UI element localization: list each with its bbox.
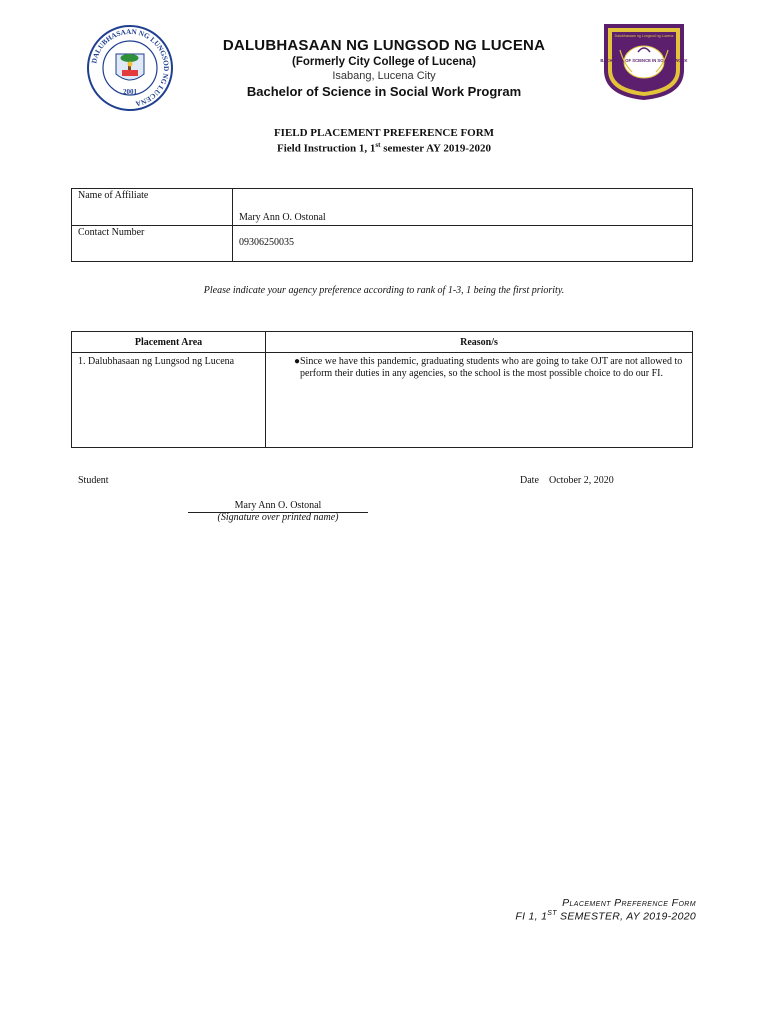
form-title: FIELD PLACEMENT PREFERENCE FORM: [273, 127, 495, 139]
seal-year: 2001: [123, 88, 137, 96]
college-address: Isabang, Lucena City: [332, 70, 436, 82]
affiliate-info-table: [71, 188, 693, 262]
program-name: Bachelor of Science in Social Work Program: [246, 84, 522, 99]
signature-name[interactable]: Mary Ann O. Ostonal: [234, 500, 322, 511]
signature-caption: (Signature over printed name): [217, 512, 339, 523]
instruction-text: Please indicate your agency preference according to rank of 1-3, 1 being the first priority.: [203, 285, 565, 296]
placement-area-header: Placement Area: [72, 332, 266, 353]
contact-value: 09306250035: [239, 237, 294, 248]
form-subtitle: Field Instruction 1, 1st semester AY 2019-2020: [277, 141, 491, 155]
footer-form-name: Placement Preference Form: [562, 897, 696, 909]
badge-center-text: BACHELOR OF SCIENCE IN SOCIAL WORK: [600, 58, 688, 63]
table-header-row: [72, 332, 693, 353]
reason-text: Since we have this pandemic, graduating students who are going to take OJT are not allowed to perform their duties in any agencies, so the school is the most possible choice to do our FI.: [300, 356, 683, 379]
placement-area-cell[interactable]: 1. Dalubhasaan ng Lungsod ng Lucena: [72, 353, 266, 448]
date-label: Date: [520, 475, 539, 486]
name-field[interactable]: [233, 189, 693, 226]
name-value: Mary Ann O. Ostonal: [239, 212, 326, 223]
table-row: [72, 226, 693, 262]
former-name: (Formerly City College of Lucena): [291, 56, 477, 68]
reason-header: Reason/s: [266, 332, 693, 353]
contact-label: Contact Number: [72, 226, 233, 262]
badge-top-text: Dalubhasaan ng Lungsod ng Lucena: [614, 34, 674, 38]
placement-table: [71, 331, 693, 448]
student-label: Student: [78, 475, 109, 486]
table-row: [72, 353, 693, 448]
name-label: Name of Affiliate: [72, 189, 233, 226]
contact-field[interactable]: [233, 226, 693, 262]
seal-ring-text: DALUBHASAAN NG LUNGSOD NG LUCENA: [90, 27, 171, 108]
college-name: DALUBHASAAN NG LUNGSOD NG LUCENA: [222, 37, 546, 54]
reason-cell[interactable]: [266, 353, 693, 448]
bullet-icon: ●: [294, 356, 301, 367]
table-row: [72, 189, 693, 226]
footer-semester: FI 1, 1ST SEMESTER, AY 2019-2020: [515, 910, 696, 923]
date-value[interactable]: October 2, 2020: [549, 475, 614, 486]
